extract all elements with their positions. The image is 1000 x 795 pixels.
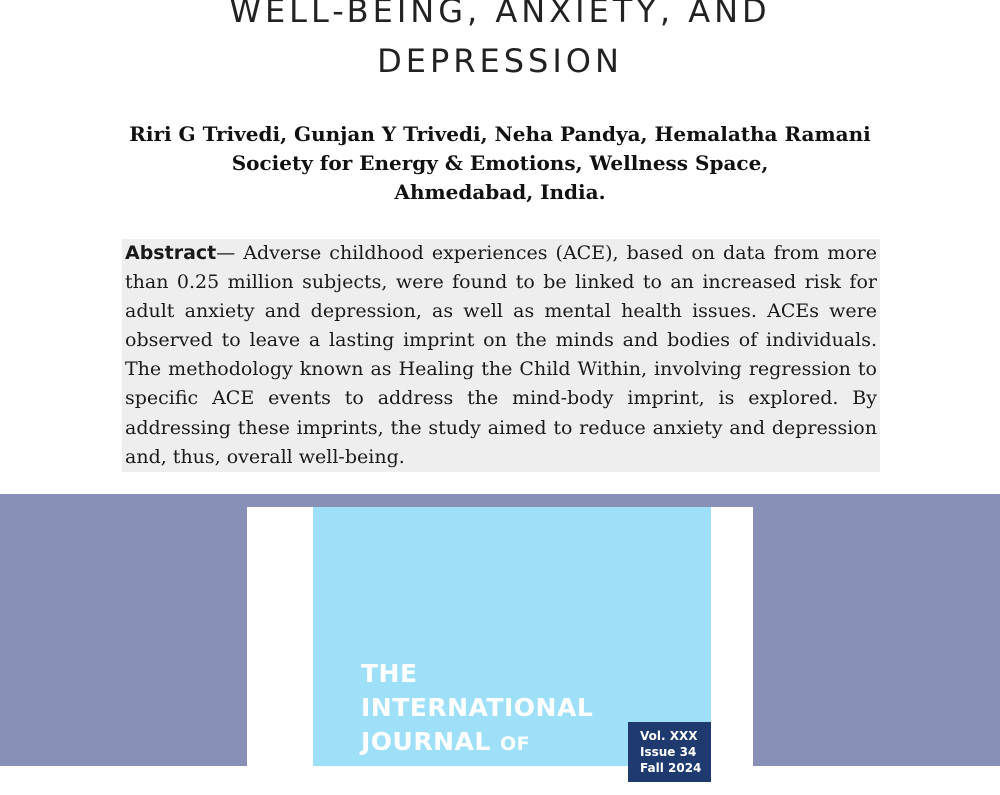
issue-number: Issue 34 [640,745,697,759]
author-list: Riri G Trivedi, Gunjan Y Trivedi, Neha Pandya, Hemalatha Ramani [129,122,871,146]
journal-name-line-2: INTERNATIONAL [361,693,594,722]
journal-name-line-3-of: OF [500,733,531,755]
author-block [0,120,1000,207]
issue-season: Fall 2024 [640,761,702,775]
journal-cover-banner [0,494,1000,792]
journal-name-line-4: DEPRESSION [361,763,545,792]
paper-title-line-1: WELL-BEING, ANXIETY, AND [229,0,771,30]
issue-badge [628,722,711,782]
journal-name-line-3 [361,725,593,761]
journal-name-line-1: THE [361,659,418,688]
abstract-label: Abstract [125,242,217,264]
affiliation-line-2: Ahmedabad, India. [394,180,606,204]
journal-cover-image [313,507,711,792]
issue-info [640,728,701,776]
cover-frame [247,507,753,792]
abstract-box [122,239,880,472]
journal-name [361,657,593,795]
journal-name-line-3-main: JOURNAL [361,727,501,756]
paper-title-line-2: DEPRESSION [377,42,623,80]
abstract-text: — Adverse childhood experiences (ACE), based on data from more than 0.25 million subjects, were found to be linked to an increased risk for adult anxiety and depression, as well as mental health issues. ACEs were observed to leave a lasting imprint on the minds and bodies of individuals. The methodology known as Healing the Child Within, involving regression to specific ACE events to address the mind-body imprint, is explored. By addressing these imprints, the study aimed to reduce anxiety and depression and, thus, overall well-being. [125,242,877,468]
issue-volume: Vol. XXX [640,729,698,743]
affiliation-line-1: Society for Energy & Emotions, Wellness Space, [231,151,769,175]
